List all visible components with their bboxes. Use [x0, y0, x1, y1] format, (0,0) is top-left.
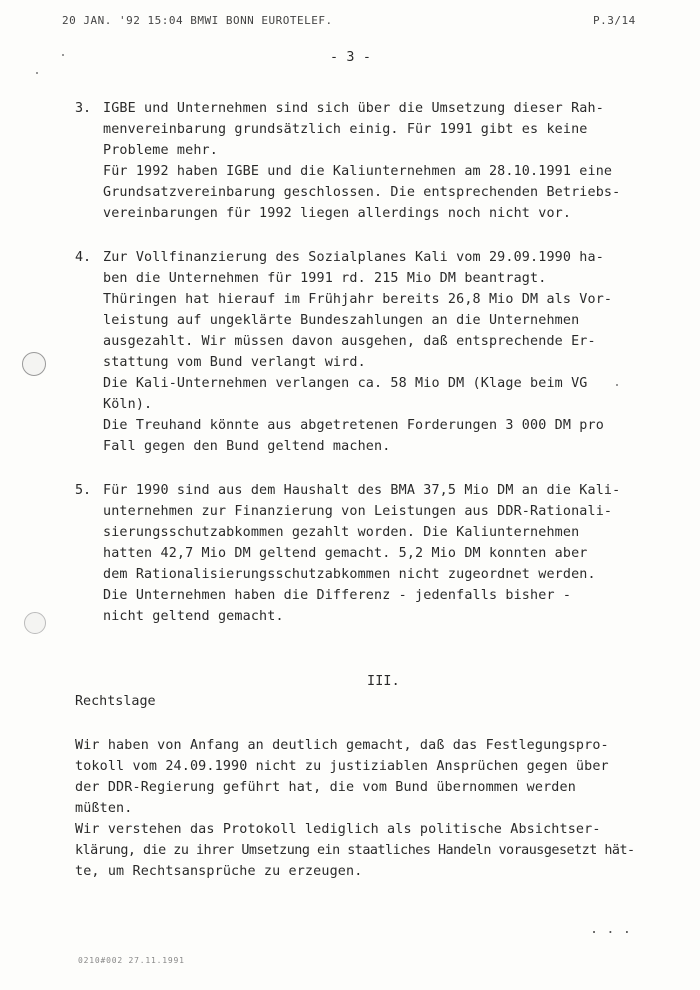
- continuation-marker: . . .: [590, 922, 632, 937]
- item-4-line-4: leistung auf ungeklärte Bundeszahlungen an die Unternehmen: [103, 313, 580, 328]
- punch-hole: [22, 352, 46, 376]
- section-line-2: tokoll vom 24.09.1990 nicht zu justiziablen Ansprüchen gegen über: [75, 759, 609, 774]
- section-line-5: Wir verstehen das Protokoll lediglich als politische Absichtser-: [75, 822, 601, 837]
- item-3-line-5: Grundsatzvereinbarung geschlossen. Die entsprechenden Betriebs-: [103, 185, 621, 200]
- section-line-4: müßten.: [75, 801, 133, 816]
- page-number: - 3 -: [330, 50, 372, 65]
- item-5-line-1: Für 1990 sind aus dem Haushalt des BMA 37,5 Mio DM an die Kali-: [103, 483, 621, 498]
- item-4-line-10: Fall gegen den Bund geltend machen.: [103, 439, 391, 454]
- fax-header-left: 20 JAN. '92 15:04 BMWI BONN EUROTELEF.: [62, 14, 333, 27]
- section-line-3: der DDR-Regierung geführt hat, die vom Bund übernommen werden: [75, 780, 576, 795]
- item-5-line-6: Die Unternehmen haben die Differenz - jedenfalls bisher -: [103, 588, 572, 603]
- section-line-1: Wir haben von Anfang an deutlich gemacht, daß das Festlegungspro-: [75, 738, 609, 753]
- item-4-line-6: stattung vom Bund verlangt wird.: [103, 355, 366, 370]
- punch-hole: [24, 612, 46, 634]
- section-heading: Rechtslage: [75, 694, 156, 709]
- item-5-line-3: sierungsschutzabkommen gezahlt worden. Die Kaliunternehmen: [103, 525, 580, 540]
- item-3-line-3: Probleme mehr.: [103, 143, 218, 158]
- item-5-line-4: hatten 42,7 Mio DM geltend gemacht. 5,2 Mio DM konnten aber: [103, 546, 588, 561]
- section-line-7: te, um Rechtsansprüche zu erzeugen.: [75, 864, 363, 879]
- item-4-line-3: Thüringen hat hierauf im Frühjahr bereits 26,8 Mio DM als Vor-: [103, 292, 613, 307]
- scan-speck: [62, 54, 64, 56]
- item-5-line-5: dem Rationalisierungsschutzabkommen nicht zugeordnet werden.: [103, 567, 596, 582]
- item-3-line-4: Für 1992 haben IGBE und die Kaliunternehmen am 28.10.1991 eine: [103, 164, 613, 179]
- item-4-line-2: ben die Unternehmen für 1991 rd. 215 Mio DM beantragt.: [103, 271, 547, 286]
- item-4-line-5: ausgezahlt. Wir müssen davon ausgehen, daß entsprechende Er-: [103, 334, 596, 349]
- item-4-line-8: Köln).: [103, 397, 153, 412]
- section-numeral: III.: [367, 674, 400, 689]
- item-3-line-6: vereinbarungen für 1992 liegen allerdings noch nicht vor.: [103, 206, 572, 221]
- item-5-line-7: nicht geltend gemacht.: [103, 609, 284, 624]
- item-4-line-9: Die Treuhand könnte aus abgetretenen Forderungen 3 000 DM pro: [103, 418, 604, 433]
- item-3-line-1: IGBE und Unternehmen sind sich über die Umsetzung dieser Rah-: [103, 101, 604, 116]
- item-5-line-2: unternehmen zur Finanzierung von Leistungen aus DDR-Rationali-: [103, 504, 613, 519]
- scan-speck: [36, 72, 38, 74]
- item-number: 5.: [75, 483, 92, 498]
- fax-page-indicator: P.3/14: [593, 14, 636, 27]
- item-number: 3.: [75, 101, 92, 116]
- item-4-line-1: Zur Vollfinanzierung des Sozialplanes Kali vom 29.09.1990 ha-: [103, 250, 604, 265]
- item-number: 4.: [75, 250, 92, 265]
- scan-speck: [616, 384, 618, 386]
- footer-stamp: 0210#002 27.11.1991: [78, 956, 185, 965]
- item-3-line-2: menvereinbarung grundsätzlich einig. Für 1991 gibt es keine: [103, 122, 588, 137]
- section-line-6: klärung, die zu ihrer Umsetzung ein staatliches Handeln vorausgesetzt hät-: [75, 843, 635, 858]
- item-4-line-7: Die Kali-Unternehmen verlangen ca. 58 Mio DM (Klage beim VG: [103, 376, 588, 391]
